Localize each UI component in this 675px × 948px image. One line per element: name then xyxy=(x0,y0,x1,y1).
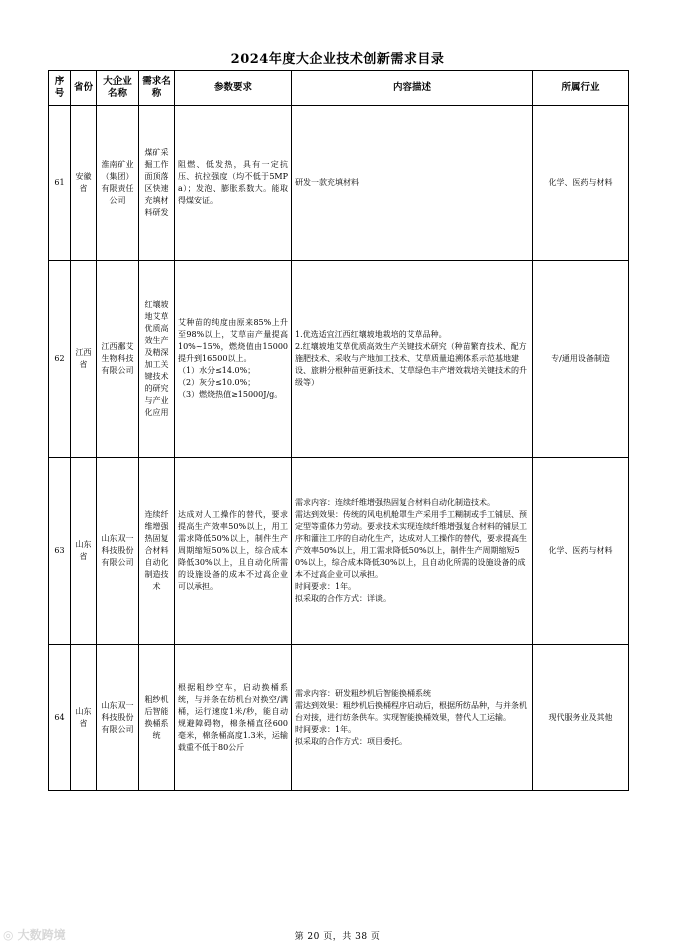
description-line: 研发一款充填材料 xyxy=(295,178,359,187)
cell-need-name: 煤矿采掘工作面顶落区快速充填材料研发 xyxy=(139,106,175,261)
cell-province: 安徽省 xyxy=(71,106,97,261)
table-row xyxy=(49,458,629,645)
description-line: 拟采取的合作方式：详谈。 xyxy=(295,594,391,603)
cell-need-name: 粗纱机后智能换桶系统 xyxy=(139,645,175,791)
cell-params xyxy=(175,106,292,261)
page-title: 2024年度大企业技术创新需求目录 xyxy=(230,52,445,67)
page-number: 第 20 页，共 38 页 xyxy=(294,932,381,942)
header-params: 参数要求 xyxy=(175,71,292,106)
header-industry: 所属行业 xyxy=(533,71,629,106)
cell-description xyxy=(292,106,533,261)
requirements-table xyxy=(48,70,629,791)
params-line: （2）灰分≤10.0%； xyxy=(178,378,256,387)
description-line: 需达到效果：传统的风电机舱罩生产采用手工糊制或手工铺层、预定型等重体力劳动。要求技术实现连续纤维增强复合材料的铺层工序和灌注工序的自动化生产，达成对人工操作的替代，要求提高生产效率50%以上，用工需求降低50%以上，制件生产周期缩短50%以上，综合成本降低30%以上，且自动化所需的设施设备的成本不过高企业可以承担。 xyxy=(295,510,527,579)
cell-need-name: 红壤坡地艾草优质高效生产及精深加工关键技术的研究与产业化应用 xyxy=(139,261,175,458)
header-province: 省份 xyxy=(71,71,97,106)
cell-enterprise: 山东双一科技股份有限公司 xyxy=(97,645,139,791)
description-line: 时间要求：1年。 xyxy=(295,582,357,591)
cell-no: 61 xyxy=(49,106,71,261)
table-row xyxy=(49,261,629,458)
cell-params xyxy=(175,645,292,791)
cell-industry: 专/通用设备制造 xyxy=(533,261,629,458)
header-no: 序号 xyxy=(49,71,71,106)
description-line: 时间要求：1年。 xyxy=(295,724,357,734)
header-need-name: 需求名称 xyxy=(139,71,175,106)
cell-enterprise: 山东双一科技股份有限公司 xyxy=(97,458,139,645)
cell-description xyxy=(292,261,533,458)
params-line: （1）水分≤14.0%； xyxy=(178,366,256,375)
cell-no: 63 xyxy=(49,458,71,645)
cell-no: 64 xyxy=(49,645,71,791)
cell-province: 江西省 xyxy=(71,261,97,458)
cell-industry: 化学、医药与材料 xyxy=(533,458,629,645)
cell-enterprise: 江西鄱艾生物科技有限公司 xyxy=(97,261,139,458)
cell-description xyxy=(292,645,533,791)
table-header-row xyxy=(49,71,629,106)
description-line: 2.红壤坡地艾草优质高效生产关键技术研究（种苗繁育技术、配方施肥技术、采收与产地加工技术、艾草质量追溯体系示范基地建设、旅耕分根种苗更新技术、艾草绿色丰产增效栽培关键技术的升级等） xyxy=(295,342,527,387)
cell-need-name: 连续纤维增强热固复合材料自动化制造技术 xyxy=(139,458,175,645)
params-line: （3）燃烧热值≥15000J/g。 xyxy=(178,390,283,399)
header-description: 内容描述 xyxy=(292,71,533,106)
watermark-icon: ◎ xyxy=(3,928,14,942)
cell-enterprise: 淮南矿业（集团）有限责任公司 xyxy=(97,106,139,261)
cell-no: 62 xyxy=(49,261,71,458)
cell-industry: 现代服务业及其他 xyxy=(533,645,629,791)
cell-params xyxy=(175,261,292,458)
table-row xyxy=(49,106,629,261)
description-line: 需求内容：研发粗纱机后智能换桶系统 xyxy=(295,688,431,698)
cell-params xyxy=(175,458,292,645)
params-line: 艾种苗的纯度由原来85%上升至98%以上，艾草亩产量提高10%~15%，燃烧值由15000提升到16500以上。 xyxy=(178,318,288,363)
cell-province: 山东省 xyxy=(71,458,97,645)
table-row xyxy=(49,645,629,791)
description-line: 需求内容：连续纤维增强热固复合材料自动化制造技术。 xyxy=(295,498,495,507)
description-line: 需达到效果：粗纱机后换桶程序启动后，根据所纺品种，与并条机台对接，进行纺条供车。实现智能换桶效果，替代人工运输。 xyxy=(295,700,527,722)
params-line: 达成对人工操作的替代，要求提高生产效率50%以上，用工需求降低50%以上，制件生产周期缩短50%以上，综合成本降低30%以上，且自动化所需的设施设备的成本不过高企业可以承担。 xyxy=(178,510,288,591)
watermark-text: 大数跨境 xyxy=(17,928,66,942)
params-line: 阻燃、低发热，具有一定抗压、抗拉强度（均不低于5MPa）；发泡、膨胀系数大。能取得煤安证。 xyxy=(178,160,288,205)
header-enterprise: 大企业名称 xyxy=(97,71,139,106)
cell-industry: 化学、医药与材料 xyxy=(533,106,629,261)
description-line: 拟采取的合作方式：项目委托。 xyxy=(295,736,407,746)
cell-province: 山东省 xyxy=(71,645,97,791)
params-line: 根据粗纱空车，启动换桶系统，与并条在纺机台对换空/满桶，运行速度1米/秒，能自动规避障碍物，棉条桶直径600毫米，棉条桶高度1.3米，运输载重不低于80公斤 xyxy=(178,682,288,752)
description-line: 1.优选适宜江西红壤坡地栽培的艾草品种。 xyxy=(295,330,447,339)
cell-description xyxy=(292,458,533,645)
